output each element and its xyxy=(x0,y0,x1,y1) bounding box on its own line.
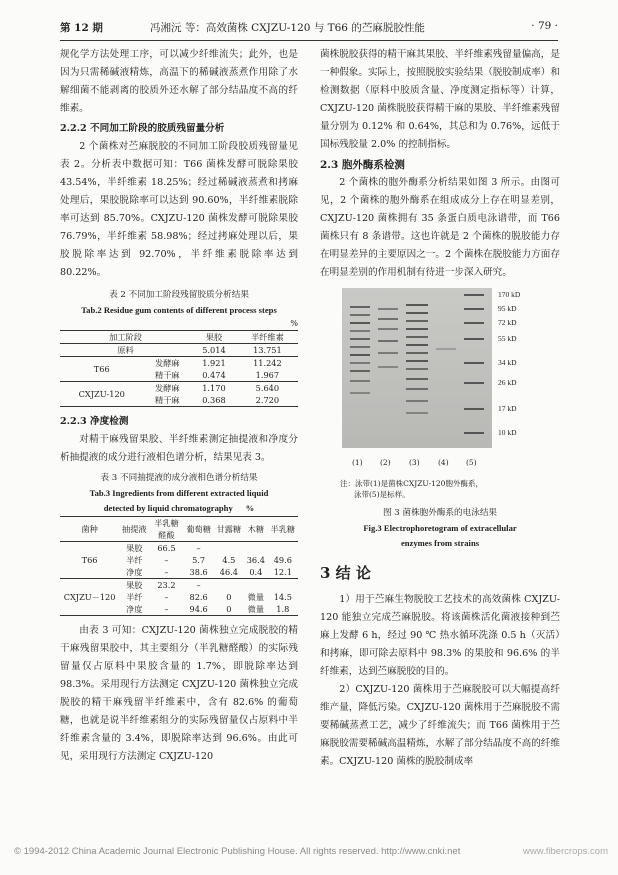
marker-label: 72 kD xyxy=(498,318,517,327)
table-row: CXJZU－120 果胶 23.2 – xyxy=(63,580,201,602)
section-heading-2-2-3: 2.2.3 净度检测 xyxy=(60,416,129,427)
paragraph: 规化学方法处理工序，可以减少纤维流失；此外，也是因为只需稀碱液精炼，高温下的稀碱液蒸煮作用除了水解细菌不能剥离的胶质外还水解了部分结晶度不高的纤维素。 xyxy=(60,49,298,114)
table-2-caption: 表 2 不同加工阶段残留胶质分析结果 xyxy=(109,290,249,300)
figure-3-caption: 图 3 菌株胞外酶系的电泳结果 xyxy=(382,508,498,518)
table-row: 净度 – 38.6 46.4 0.4 12.1 xyxy=(60,566,298,579)
page-header xyxy=(60,20,558,38)
marker-label: 55 kD xyxy=(498,334,517,343)
table-header-row: 菌种 抽提液 半乳糖醛酸 葡萄糖 甘露糖 木糖 半乳糖 xyxy=(60,517,298,542)
figure-3-caption-en: Fig.3 Electrophoretogram of extracellular xyxy=(363,523,517,533)
lane-label: (1) xyxy=(352,458,363,467)
table-3-caption-en: Tab.3 Ingredients from different extracted liquid xyxy=(89,488,269,498)
conclusion-2: 2）CXJZU-120 菌株用于苎麻脱胶可以大幅提高纤维产量，降低污染。CXJZU-120 菌株用于苎麻脱胶不需要稀碱蒸煮工艺，减少了纤维流失；而 T66 菌株用于苎麻脱胶需要稀碱高温精炼，水解了部分结晶度不高的纤维素。CXJZU-120 菌株的脱胶制成率 xyxy=(320,684,560,767)
table-row: 净度 – 94.6 0 微量 1.8 xyxy=(60,603,298,616)
issue-number: 第 12 期 xyxy=(60,22,103,34)
paragraph: 2 个菌株的胞外酶系分析结果如图 3 所示。由图可见，2 个菌株的胞外酶系在组成成分上存在明显差别，CXJZU-120 菌株拥有 35 条蛋白质电泳谱带，而 T66 菌株只有 8 条谱带。这也许就是 2 个菌株的脱胶能力存在明显差异的主要原因之一。2 个菌株在脱胶能力方面存在明显差别的作用机制有待进一步深入研究。 xyxy=(320,177,560,278)
gel-lane-5-marker xyxy=(464,288,484,448)
table-row: T66 发酵麻 1.921 11.242 xyxy=(93,358,282,374)
table-2-caption-en: Tab.2 Residue gum contents of different process steps xyxy=(81,305,277,315)
left-column xyxy=(60,46,298,766)
running-title: 冯湘沅 等：高效菌株 CXJZU-120 与 T66 的苎麻脱胶性能 xyxy=(150,22,425,34)
watermark: www.fibercrops.com xyxy=(523,846,608,857)
section-heading-2-2-2: 2.2.2 不同加工阶段的胶质残留量分析 xyxy=(60,123,225,134)
paragraph: 菌株脱胶获得的精干麻其果胶、半纤维素残留量偏高，是一种假象。实际上，按照脱胶实验结果（脱胶制成率）和检测数据（原料中胶质含量、净度测定指标等）计算，CXJZU-120 菌株脱胶获得精干麻的果胶、半纤维素残留量分别为 0.12% 和 0.64%，其总和为 0.76%，远低于国标残胶量 2.0% 的控制指标。 xyxy=(320,49,560,150)
gel-lane-3 xyxy=(406,288,428,448)
table-row: 原料 5.014 13.751 xyxy=(60,344,298,357)
section-heading-3: 3 结 论 xyxy=(320,564,371,582)
marker-label: 26 kD xyxy=(498,378,517,387)
table-3-caption-en-2: detected by liquid chromatography % xyxy=(103,503,255,513)
table-row: 半纤 – 82.6 0 微量 14.5 xyxy=(126,592,292,602)
marker-label: 17 kD xyxy=(498,404,517,413)
gel-lane-1 xyxy=(350,288,370,448)
figure-3-caption-en-2: enzymes from strains xyxy=(400,538,480,548)
paragraph: 由表 3 可知：CXJZU-120 菌株独立完成脱胶的精干麻残留果胶中，其主要组分（半乳糖醛酸）的实际残留量仅占原料中果胶含量的 1.7%，即脱除率达到 98.3%。采用现行方法测定 CXJZU-120 菌株独立完成脱胶的精干麻残留半纤维素中，含有 82.6% 的葡萄糖，也就是说半纤维素组分的实际残留量仅占原料中半纤维素含量的 3.4%，即脱除率达到 96.6%。由此可见，采用现行方法测定 CXJZU-120 xyxy=(60,625,298,762)
table-2-unit: % xyxy=(290,319,298,328)
figure-3-electrophoresis-gel xyxy=(342,288,542,478)
copyright-footer: © 1994-2012 China Academic Journal Electronic Publishing House. All rights reserved. http://www.cnki.net xyxy=(14,846,461,857)
header-rule xyxy=(60,40,558,41)
table-3 xyxy=(60,516,298,616)
marker-label: 170 kD xyxy=(498,290,521,299)
right-column xyxy=(320,46,560,771)
gel-lane-2 xyxy=(378,288,398,448)
table-2 xyxy=(60,330,298,407)
marker-label: 34 kD xyxy=(498,358,517,367)
conclusion-1: 1）用于苎麻生物脱胶工艺技术的高效菌株 CXJZU-120 能独立完成苎麻脱胶。将该菌株活化菌液接种到苎麻上发酵 6 h，经过 90 ℃ 热水循环洗涤 0.5 h（灭活）和拷麻，即可除去原料中 98.3% 的果胶和 96.6% 的半纤维素，达到苎麻脱胶的目的。 xyxy=(320,594,560,677)
marker-label: 95 kD xyxy=(498,304,517,313)
table-row: T66 果胶 66.5 – xyxy=(81,543,201,565)
lane-label: (5) xyxy=(466,458,477,467)
paragraph: 对精干麻残留果胶、半纤维素测定抽提液和净度分析抽提液的成分进行液相色谱分析，结果见表 3。 xyxy=(60,434,298,463)
table-3-unit: % xyxy=(245,503,255,513)
table-row: 精干麻 0.368 2.720 xyxy=(60,394,298,407)
table-row: 半纤 – 5.7 4.5 36.4 49.6 xyxy=(126,555,292,565)
table-header-row: 加工阶段 果胶 半纤维素 xyxy=(60,331,298,344)
table-3-caption: 表 3 不同抽提液的成分液相色谱分析结果 xyxy=(100,473,258,483)
lane-label: (4) xyxy=(438,458,449,467)
paragraph: 2 个菌株对苎麻脱胶的不同加工阶段胶质残留量见表 2。分析表中数据可知：T66 菌株发酵可脱除果胶 43.54%，半纤维素 18.25%；经过稀碱液蒸煮和拷麻处理后，果胶脱除率可以达到 90.60%，半纤维素脱除率可达到 85.70%。CXJZU-120 菌株发酵可脱除果胶 76.79%，半纤维素 58.98%；经过拷麻处理以后，果胶脱除率达到 92.70%，半纤维素脱除率达到 80.22%。 xyxy=(60,141,298,278)
gel-lane-4 xyxy=(436,288,456,448)
page-number: · 79 · xyxy=(531,20,558,32)
figure-note: 注：泳带(1)是菌株CXJZU-120胞外酶系， xyxy=(340,479,483,488)
marker-label: 10 kD xyxy=(498,428,517,437)
section-heading-2-3: 2.3 胞外酶系检测 xyxy=(320,159,405,171)
lane-label: (3) xyxy=(409,458,420,467)
gel-image xyxy=(342,288,492,448)
figure-note-2: 泳带(5)是标样。 xyxy=(354,490,410,499)
table-row: CXJZU-120 发酵麻 1.170 5.640 xyxy=(78,383,280,399)
table-row: 精干麻 0.474 1.967 xyxy=(60,369,298,382)
lane-label: (2) xyxy=(380,458,391,467)
